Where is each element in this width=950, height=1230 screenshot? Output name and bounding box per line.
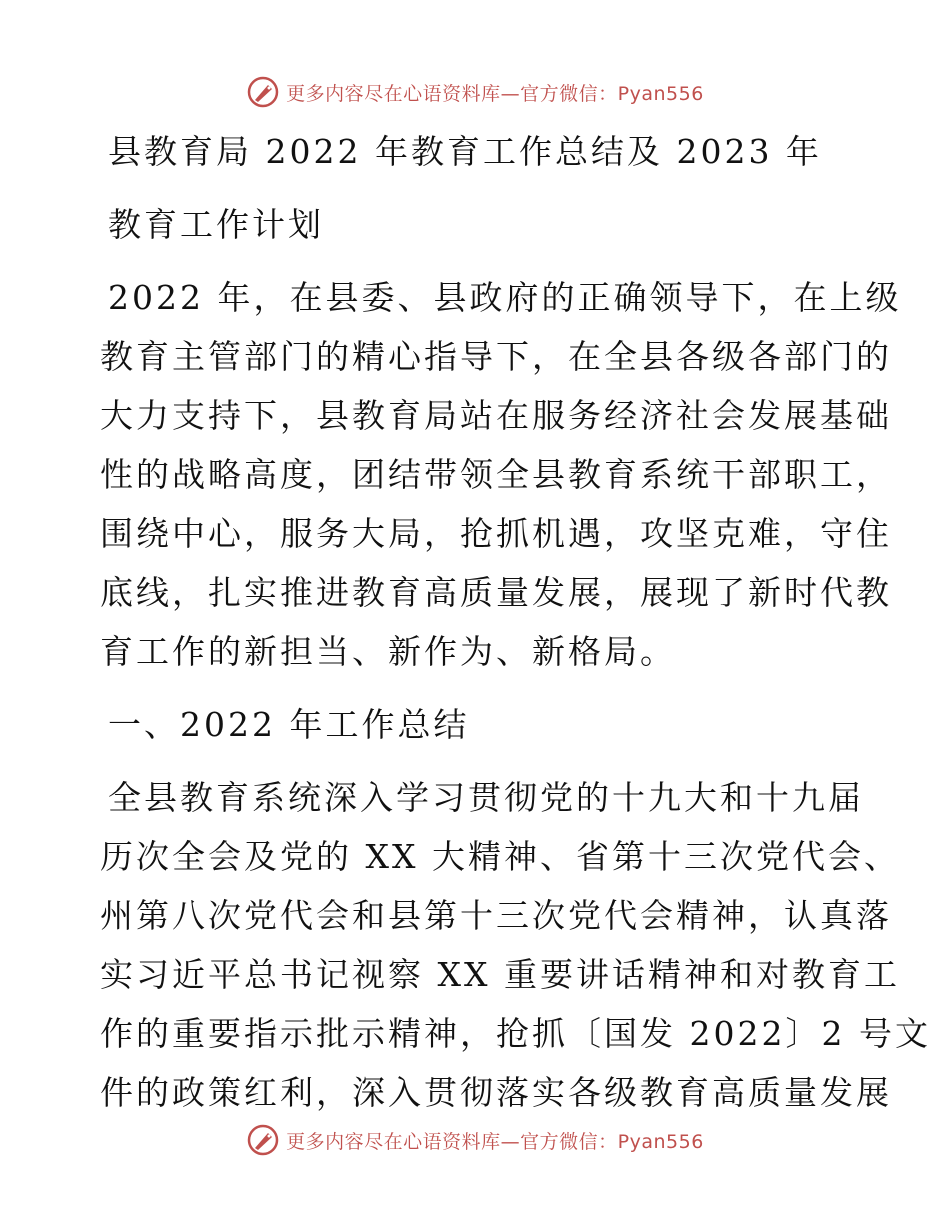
title-line-2: 教育工作计划	[108, 205, 324, 244]
pen-nib-logo-icon	[246, 75, 280, 109]
section-line-2: 历次全会及党的 XX 大精神、省第十三次党代会、	[100, 837, 900, 876]
watermark-footer	[0, 1120, 950, 1160]
document-body	[100, 122, 931, 1122]
intro-line-1: 2022 年，在县委、县政府的正确领导下，在上级	[108, 278, 902, 317]
title-line-1: 县教育局 2022 年教育工作总结及 2023 年	[108, 132, 822, 171]
watermark-text: 更多内容尽在心语资料库—官方微信：Pyan556	[286, 1130, 704, 1153]
section-line-4: 实习近平总书记视察 XX 重要讲话精神和对教育工	[100, 955, 900, 994]
section-line-3: 州第八次党代会和县第十三次党代会精神，认真落	[100, 896, 892, 935]
intro-line-7: 育工作的新担当、新作为、新格局。	[100, 632, 676, 671]
section-line-5: 作的重要指示批示精神，抢抓〔国发 2022〕2 号文	[100, 1014, 931, 1053]
section-line-1: 全县教育系统深入学习贯彻党的十九大和十九届	[108, 778, 864, 817]
intro-line-5: 围绕中心，服务大局，抢抓机遇，攻坚克难，守住	[100, 514, 892, 553]
intro-line-3: 大力支持下，县教育局站在服务经济社会发展基础	[100, 396, 892, 435]
intro-line-6: 底线，扎实推进教育高质量发展，展现了新时代教	[100, 573, 892, 612]
section-heading: 一、2022 年工作总结	[108, 705, 470, 744]
pen-nib-logo-icon	[246, 1123, 280, 1157]
watermark-header	[0, 72, 950, 112]
section-line-6: 件的政策红利，深入贯彻落实各级教育高质量发展	[100, 1073, 892, 1112]
intro-line-2: 教育主管部门的精心指导下，在全县各级各部门的	[100, 337, 892, 376]
watermark-text: 更多内容尽在心语资料库—官方微信：Pyan556	[286, 82, 704, 105]
intro-line-4: 性的战略高度，团结带领全县教育系统干部职工，	[100, 455, 892, 494]
